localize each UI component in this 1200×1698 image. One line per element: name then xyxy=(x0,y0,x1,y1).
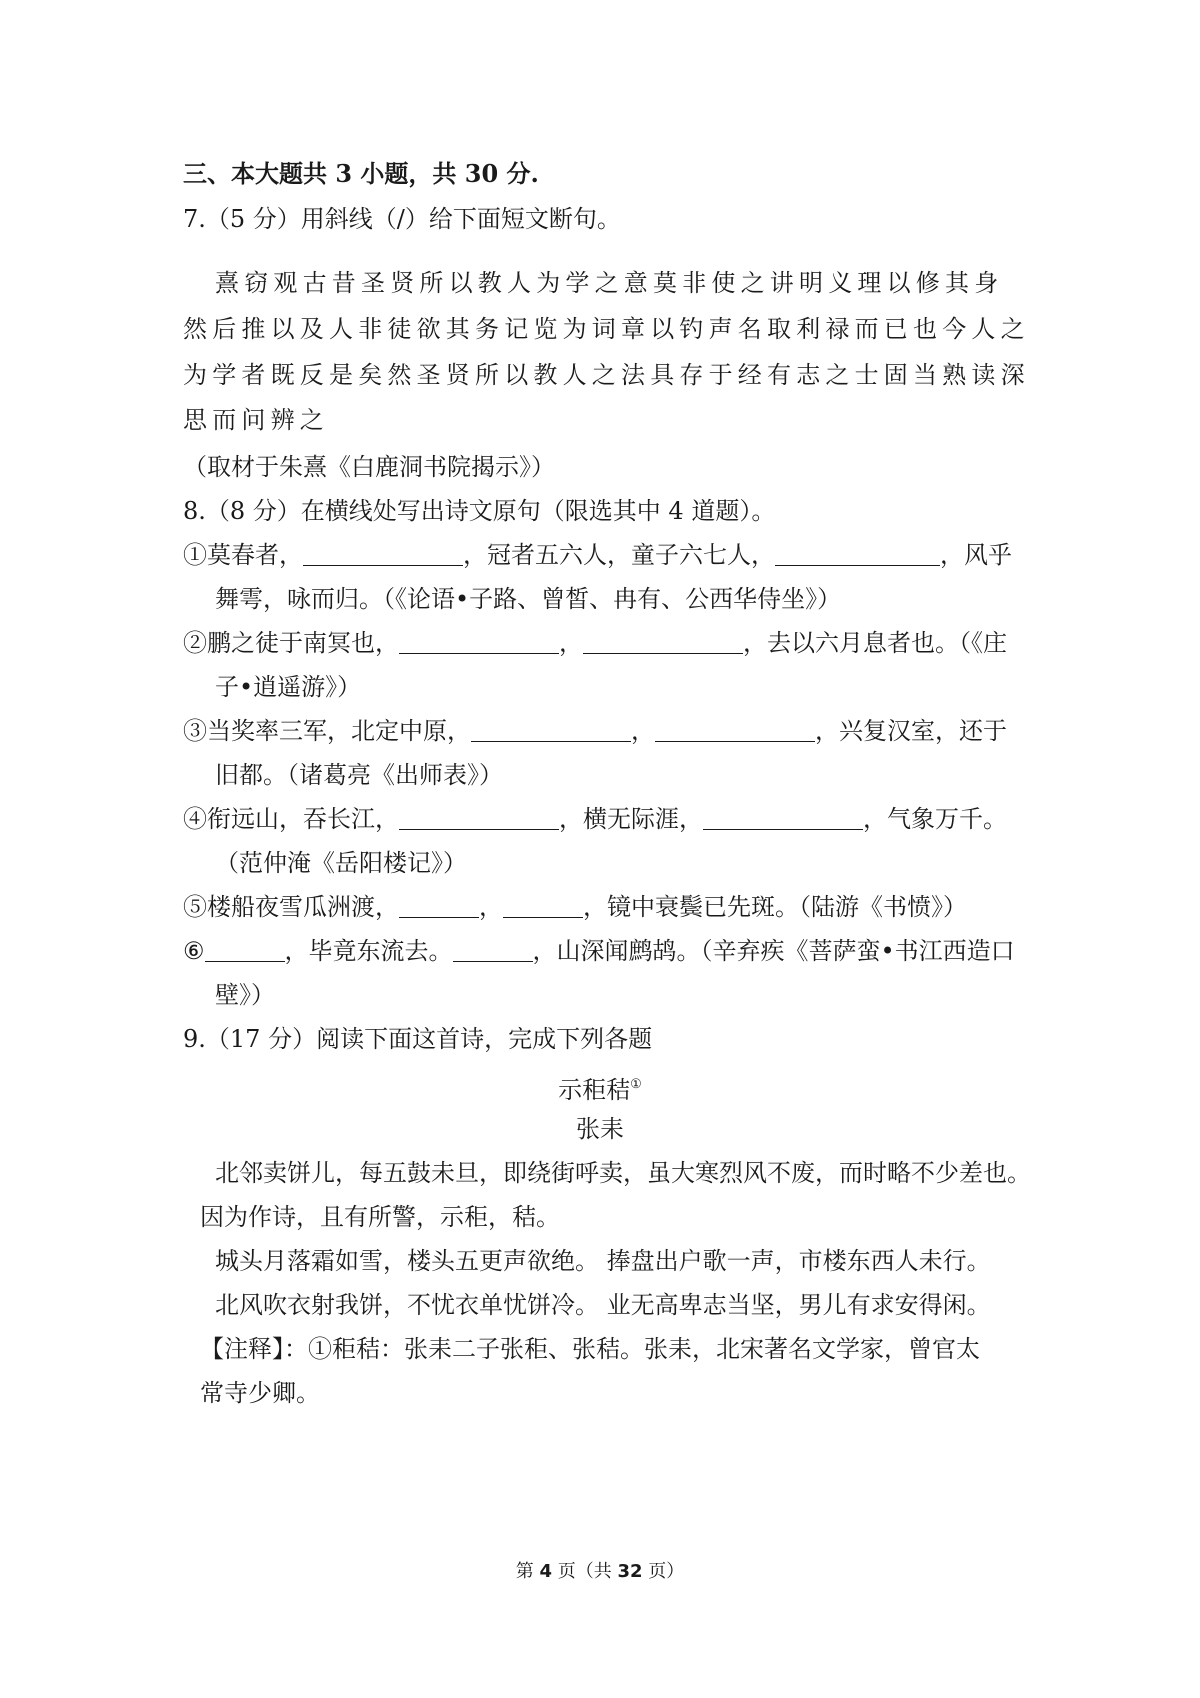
q7-source: （取材于朱熹《白鹿洞书院揭示》） xyxy=(183,453,555,481)
answer-blank[interactable] xyxy=(303,541,463,566)
answer-blank[interactable] xyxy=(471,717,631,742)
q8-item-6: ⑥ ，毕竟东流去。 ，山深闻鹧鸪。（辛弃疾《菩萨蛮•书江西造口 xyxy=(183,937,1015,965)
answer-blank[interactable] xyxy=(703,805,863,830)
poem-author: 张耒 xyxy=(576,1115,624,1143)
page-footer: 第 4 页（共 32 页） xyxy=(515,1561,685,1582)
q8-item-4-cont: （范仲淹《岳阳楼记》） xyxy=(215,849,467,877)
poem-preface-line-2: 因为作诗，且有所警，示秬，秸。 xyxy=(200,1203,560,1231)
q8-item-1: ①莫春者， ，冠者五六人，童子六七人， ，风乎 xyxy=(183,541,1012,569)
poem-annotation-cont: 常寺少卿。 xyxy=(200,1379,320,1407)
poem-line-2: 北风吹衣射我饼，不忧衣单忧饼冷。 业无高卑志当坚，男儿有求安得闲。 xyxy=(215,1291,991,1319)
answer-blank[interactable] xyxy=(583,629,743,654)
poem-title: 示秬秸① xyxy=(558,1076,642,1104)
q8-item-2-cont: 子•逍遥游》） xyxy=(215,673,362,701)
page-number: 4 xyxy=(539,1561,552,1582)
answer-blank[interactable] xyxy=(399,629,559,654)
answer-blank[interactable] xyxy=(399,893,479,918)
q8-item-4: ④衔远山，吞长江， ，横无际涯， ，气象万千。 xyxy=(183,805,1007,833)
poem-line-1: 城头月落霜如雪，楼头五更声欲绝。 捧盘出户歌一声，市楼东西人未行。 xyxy=(215,1247,991,1275)
q9-prompt: 9.（17 分）阅读下面这首诗，完成下列各题 xyxy=(183,1025,653,1053)
page-total: 32 xyxy=(617,1561,643,1582)
q7-passage-line-1: 熹窃观古昔圣贤所以教人为学之意莫非使之讲明义理以修其身 xyxy=(215,269,1004,297)
answer-blank[interactable] xyxy=(655,717,815,742)
q7-passage-line-2: 然后推以及人非徒欲其务记览为词章以钓声名取利禄而已也今人之 xyxy=(183,315,1030,343)
q8-item-6-cont: 壁》） xyxy=(215,981,275,1009)
q8-item-3-cont: 旧都。（诸葛亮《出师表》） xyxy=(215,761,503,789)
q7-passage-line-3: 为学者既反是矣然圣贤所以教人之法具存于经有志之士固当熟读深 xyxy=(183,361,1030,389)
q8-item-1-cont: 舞雩，咏而归。（《论语•子路、曾皙、冉有、公西华侍坐》） xyxy=(215,585,842,613)
answer-blank[interactable] xyxy=(775,541,940,566)
q8-prompt: 8.（8 分）在横线处写出诗文原句（限选其中 4 道题）。 xyxy=(183,497,776,525)
q7-prompt: 7.（5 分）用斜线（/）给下面短文断句。 xyxy=(183,205,621,233)
answer-blank[interactable] xyxy=(453,937,533,962)
footnote-marker: ① xyxy=(630,1077,642,1092)
poem-annotation: 【注释】：①秬秸：张耒二子张秬、张秸。张耒，北宋著名文学家，曾官太 xyxy=(200,1335,980,1363)
q8-item-5: ⑤楼船夜雪瓜洲渡， ， ，镜中衰鬓已先斑。（陆游《书愤》） xyxy=(183,893,967,921)
section-heading: 三、本大题共 3 小题，共 30 分. xyxy=(183,159,539,188)
poem-preface-line-1: 北邻卖饼儿，每五鼓未旦，即绕街呼卖，虽大寒烈风不废，而时略不少差也。 xyxy=(215,1159,1031,1187)
q8-item-3: ③当奖率三军，北定中原， ， ，兴复汉室，还于 xyxy=(183,717,1007,745)
answer-blank[interactable] xyxy=(205,937,285,962)
q7-passage-line-4: 思而问辨之 xyxy=(183,406,329,434)
q8-item-2: ②鹏之徒于南冥也， ， ，去以六月息者也。（《庄 xyxy=(183,629,1007,657)
answer-blank[interactable] xyxy=(503,893,583,918)
answer-blank[interactable] xyxy=(399,805,559,830)
